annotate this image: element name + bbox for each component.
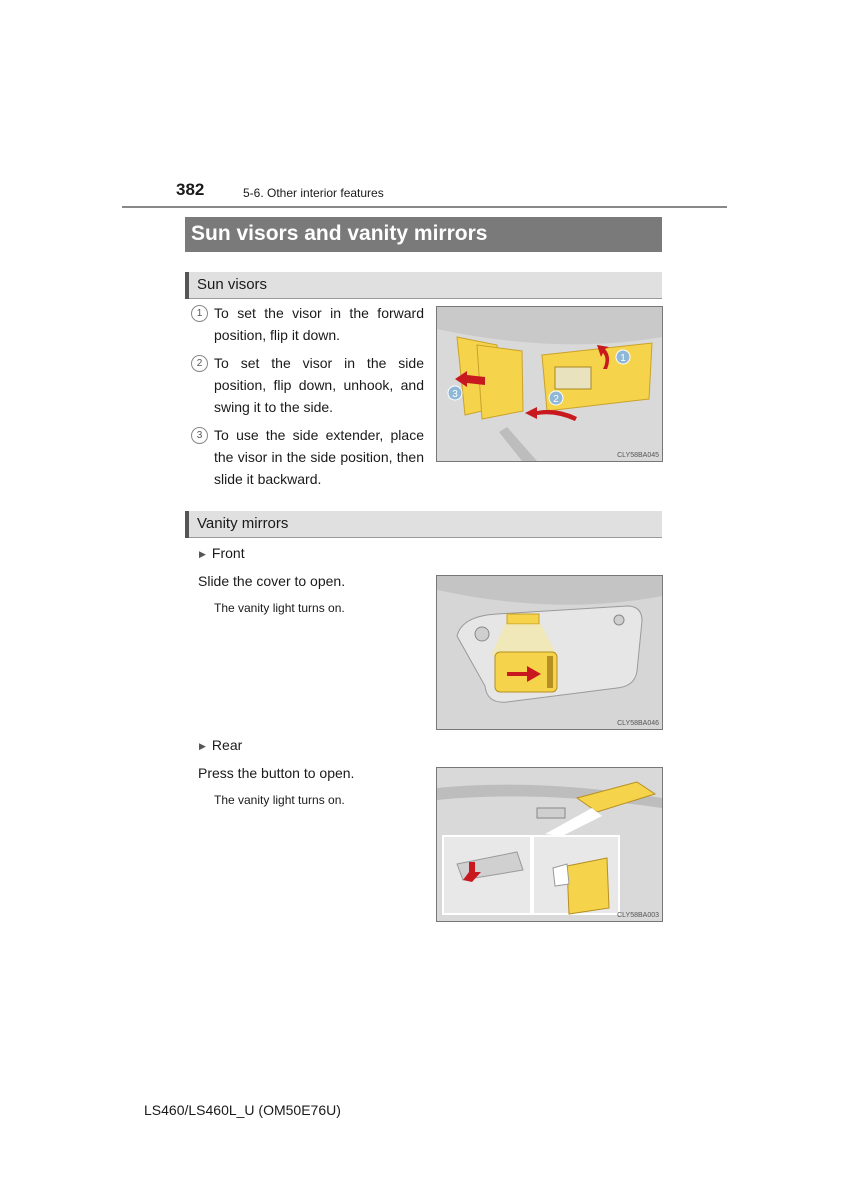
rear-note: The vanity light turns on. (214, 793, 345, 807)
front-vanity-mirror-illustration (436, 575, 663, 730)
step-number: 3 (191, 427, 208, 444)
front-heading (199, 545, 245, 561)
figure-code: CLY58BA045 (617, 452, 659, 459)
callout-1: 1 (620, 353, 626, 364)
step-text: To use the side extender, place the visor in the side position, then slide it backward. (214, 427, 424, 487)
rear-instruction: Press the button to open. (198, 765, 355, 781)
subheading-label: Sun visors (197, 276, 268, 293)
front-label: Front (211, 545, 245, 561)
subheading-vanity-mirrors (185, 511, 662, 538)
step-number: 2 (191, 355, 208, 372)
page-title-bar (185, 217, 662, 252)
sun-visor-illustration (436, 306, 663, 462)
callout-2: 2 (553, 394, 559, 405)
footer-model-code: LS460/LS460L_U (OM50E76U) (144, 1102, 341, 1118)
page-number: 382 (176, 180, 205, 199)
subheading-label: Vanity mirrors (197, 515, 289, 532)
subheading-marker (185, 272, 189, 299)
step-number: 1 (191, 305, 208, 322)
header-divider (122, 206, 727, 208)
step-1 (191, 302, 424, 346)
rear-heading (199, 737, 242, 753)
triangle-bullet-icon: ▶ (199, 741, 206, 751)
rear-vanity-mirror-illustration (436, 767, 663, 922)
front-instruction: Slide the cover to open. (198, 573, 346, 589)
step-text: To set the visor in the forward position, flip it down. (214, 305, 424, 343)
step-3 (191, 424, 424, 490)
step-2 (191, 352, 424, 418)
step-text: To set the visor in the side position, flip down, unhook, and swing it to the side. (214, 355, 424, 415)
subheading-marker (185, 511, 189, 538)
callout-3: 3 (452, 389, 458, 400)
figure-code: CLY58BA046 (617, 720, 659, 727)
figure-code: CLY58BA003 (617, 912, 659, 919)
subheading-sun-visors (185, 272, 662, 299)
page-title: Sun visors and vanity mirrors (191, 222, 488, 245)
rear-label: Rear (211, 737, 243, 753)
front-note: The vanity light turns on. (214, 601, 345, 615)
section-breadcrumb: 5-6. Other interior features (243, 186, 384, 200)
triangle-bullet-icon: ▶ (199, 549, 206, 559)
